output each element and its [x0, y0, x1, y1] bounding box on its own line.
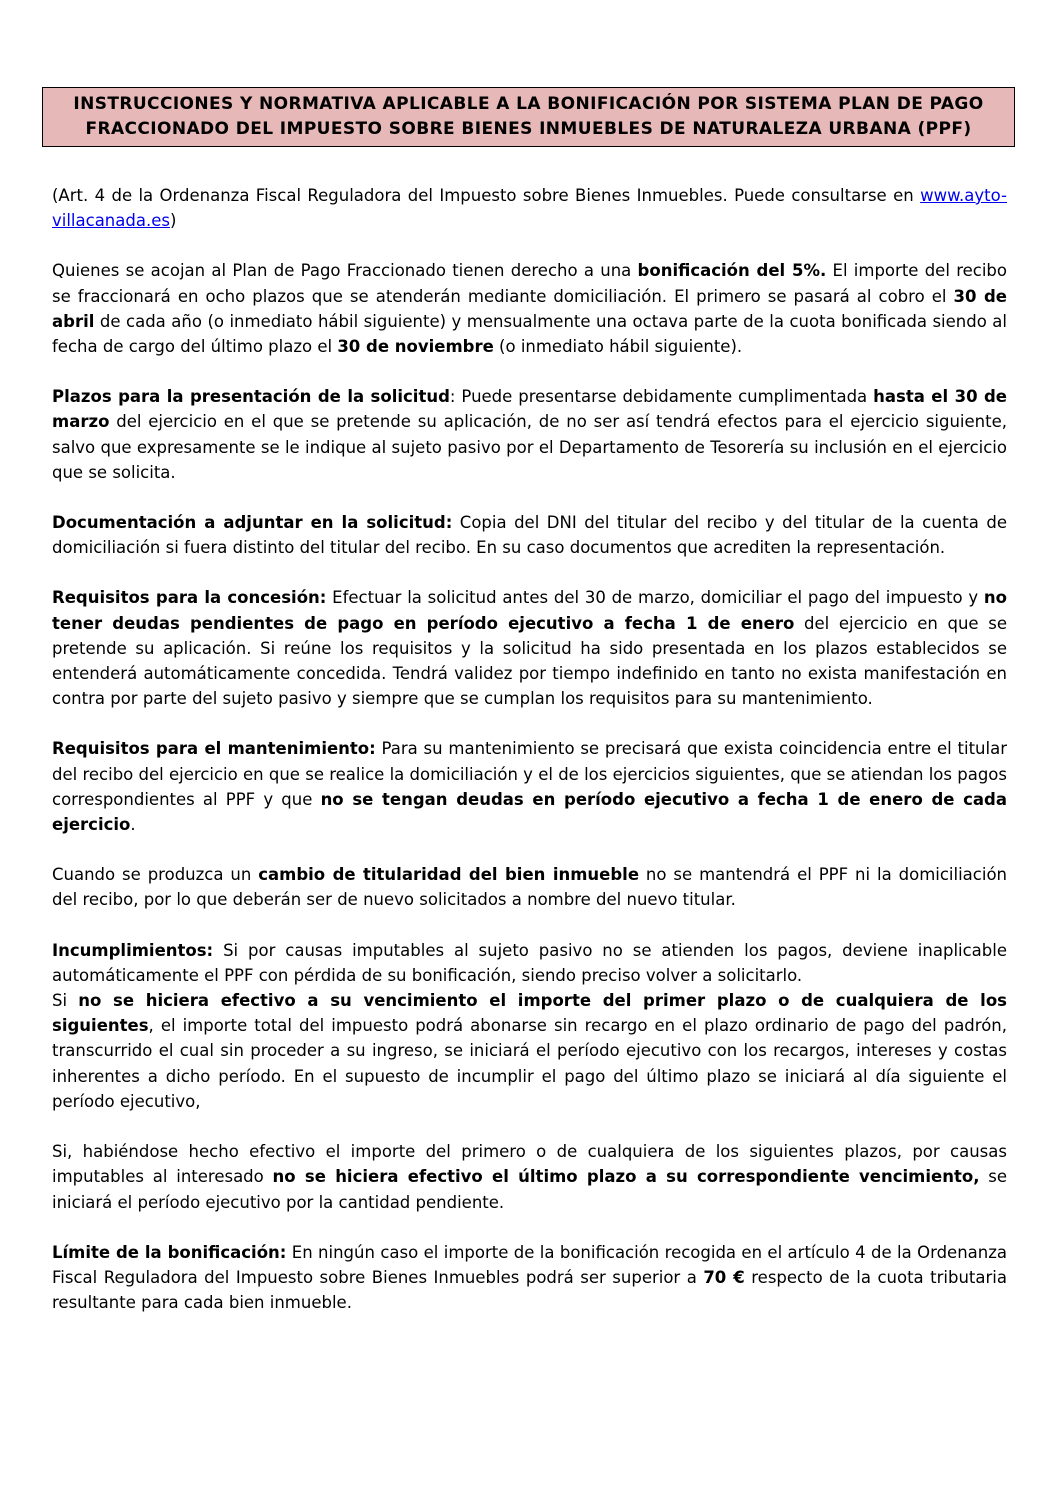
- bonus-paragraph: [52, 258, 1007, 359]
- concession-text-2: del ejercicio en que se pretende su aplicación. Si reúne los requisitos y la solicitud ha sido presentada en los plazos establecidos se entenderá automáticamente concedida. Tendrá validez por tiempo indefinido en tanto no exista manifestación en contra por parte del sujeto pasivo y siempre que se cumplan los requisitos para su mantenimiento.: [52, 613, 1007, 709]
- maintenance-paragraph: [52, 736, 1007, 837]
- limit-text-2: respecto de la cuota tributaria resultante para cada bien inmueble.: [52, 1267, 1007, 1313]
- deadline-heading: Plazos para la presentación de la solicitud: [52, 387, 450, 407]
- ownership-change-paragraph: [52, 862, 1007, 912]
- ownership-text-1: Cuando se produzca un: [52, 865, 259, 885]
- title-line-2: FRACCIONADO DEL IMPUESTO SOBRE BIENES INMUEBLES DE NATURALEZA URBANA (PPF): [85, 119, 972, 139]
- last-installment-paragraph: [52, 1139, 1007, 1215]
- intro-text: (Art. 4 de la Ordenanza Fiscal Reguladora del Impuesto sobre Bienes Inmuebles. Puede consultarse en: [52, 186, 921, 205]
- documentation-heading: Documentación a adjuntar en la solicitud:: [52, 513, 453, 533]
- non-payment-text-2: , el importe total del impuesto podrá abonarse sin recargo en el plazo ordinario de pago del padrón, transcurrido el cual sin proceder a su ingreso, se iniciará el período ejecutivo con los recargos, intereses y costas inherentes a dicho período. En el supuesto de incumplir el pago del último plazo se iniciará al día siguiente el período ejecutivo,: [52, 1016, 1007, 1111]
- concession-heading: Requisitos para la concesión:: [52, 588, 327, 608]
- breach-paragraph: [52, 938, 1007, 988]
- deadline-text-2: del ejercicio en el que se pretende su aplicación, de no ser así tendrá efectos para el ejercicio siguiente, salvo que expresamente se le indique al sujeto pasivo por el Departamento de Tesorería su inclusión en el ejercicio que se solicita.: [52, 412, 1007, 482]
- bonus-text-4: (o inmediato hábil siguiente).: [493, 337, 743, 357]
- non-payment-text-1: Si: [52, 991, 79, 1011]
- last-installment-condition: no se hiciera efectivo el último plazo a su correspondiente vencimiento,: [272, 1167, 980, 1187]
- documentation-text: Copia del DNI del titular del recibo y del titular de la cuenta de domiciliación si fuera distinto del titular del recibo. En su caso documentos que acrediten la representación.: [52, 513, 1007, 558]
- limit-paragraph: [52, 1240, 1007, 1316]
- maintenance-text-2: .: [130, 815, 136, 835]
- limit-text-1: En ningún caso el importe de la bonificación recogida en el artículo 4 de la Ordenanza Fiscal Reguladora del Impuesto sobre Bienes Inmuebles podrá ser superior a: [52, 1242, 1008, 1287]
- maintenance-text-1: Para su mantenimiento se precisará que exista coincidencia entre el titular del recibo del ejercicio en que se realice la domiciliación y el de los ejercicios siguientes, que se atiendan los pagos correspondientes al PPF y que: [52, 739, 1007, 809]
- concession-text-1: Efectuar la solicitud antes del 30 de marzo, domiciliar el pago del impuesto y: [326, 588, 984, 608]
- limit-amount: 70 €: [703, 1267, 745, 1287]
- first-charge-date: 30 de abril: [52, 286, 1007, 331]
- limit-heading: Límite de la bonificación:: [52, 1242, 287, 1262]
- deadline-date: hasta el 30 de marzo: [52, 387, 1007, 432]
- website-link[interactable]: www.ayto-villacanada.es: [52, 186, 1007, 231]
- document-title-box: [42, 87, 1015, 147]
- ownership-change: cambio de titularidad del bien inmueble: [258, 865, 640, 885]
- maintenance-no-debts: no se tengan deudas en período ejecutivo a fecha 1 de enero de cada ejercicio: [52, 789, 1007, 835]
- document-body: [52, 183, 1007, 1340]
- deadline-paragraph: [52, 384, 1007, 485]
- non-payment-paragraph: [52, 988, 1007, 1114]
- concession-no-debts: no tener deudas pendientes de pago en período ejecutivo a fecha 1 de enero: [52, 588, 1007, 633]
- non-payment-condition: no se hiciera efectivo a su vencimiento el importe del primer plazo o de cualquiera de los siguientes: [52, 991, 1007, 1036]
- intro-paragraph: [52, 183, 1007, 233]
- last-installment-text-1: Si, habiéndose hecho efectivo el importe del primero o de cualquiera de los siguientes plazos, por causas imputables al interesado: [52, 1142, 1007, 1187]
- last-charge-date: 30 de noviembre: [337, 337, 494, 357]
- documentation-paragraph: [52, 510, 1007, 560]
- bonus-text-1: Quienes se acojan al Plan de Pago Fraccionado tienen derecho a una: [52, 261, 638, 281]
- bonus-text-3: de cada año (o inmediato hábil siguiente) y mensualmente una octava parte de la cuota bonificada siendo al fecha de cargo del último plazo el: [52, 311, 1007, 357]
- maintenance-heading: Requisitos para el mantenimiento:: [52, 739, 376, 759]
- bonus-text-2: El importe del recibo se fraccionará en ocho plazos que se atenderán mediante domiciliación. El primero se pasará al cobro el: [52, 261, 1007, 306]
- deadline-text-1: : Puede presentarse debidamente cumplimentada: [449, 387, 874, 407]
- breach-text: Si por causas imputables al sujeto pasivo no se atienden los pagos, deviene inaplicable automáticamente el PPF con pérdida de su bonificación, siendo preciso volver a solicitarlo.: [52, 940, 1007, 985]
- ownership-text-2: no se mantendrá el PPF ni la domiciliación del recibo, por lo que deberán ser de nuevo solicitados a nombre del nuevo titular.: [52, 865, 1007, 910]
- intro-close: ): [169, 211, 177, 231]
- bonus-rate: bonificación del 5%.: [637, 261, 827, 281]
- last-installment-text-2: se iniciará el período ejecutivo por la cantidad pendiente.: [52, 1167, 1007, 1212]
- concession-paragraph: [52, 585, 1007, 711]
- breach-heading: Incumplimientos:: [52, 940, 214, 960]
- title-line-1: INSTRUCCIONES Y NORMATIVA APLICABLE A LA BONIFICACIÓN POR SISTEMA PLAN DE PAGO: [73, 94, 984, 114]
